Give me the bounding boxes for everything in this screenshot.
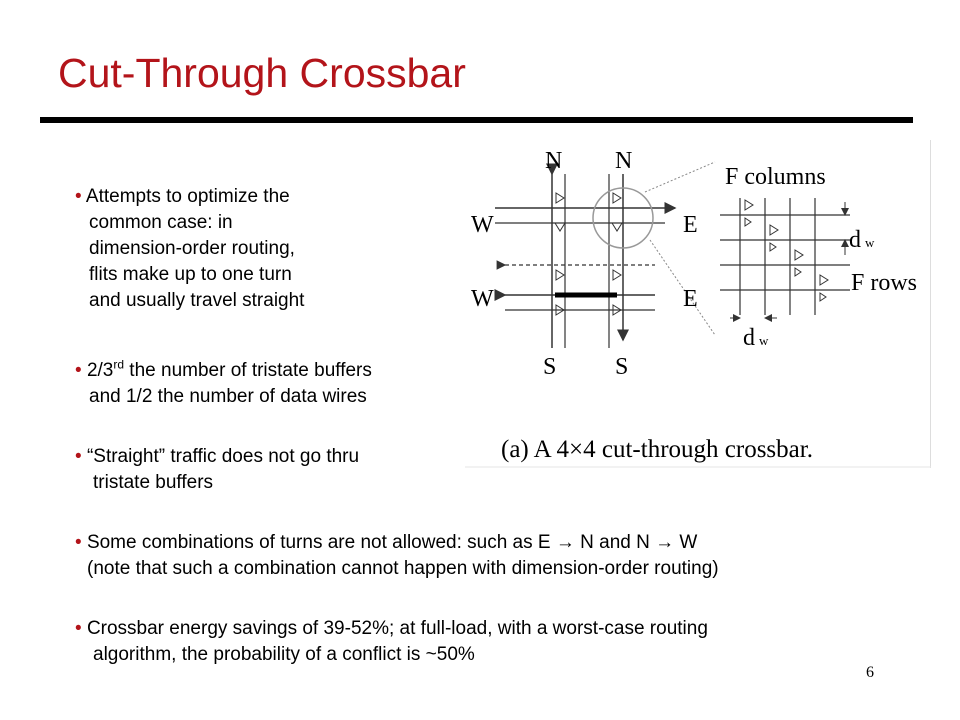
bullet-text: tristate buffers bbox=[93, 472, 214, 493]
w-subscript: w bbox=[865, 235, 875, 250]
bullet-text: W bbox=[674, 532, 698, 553]
bullet-text: the number of tristate buffers bbox=[124, 360, 372, 381]
port-label-e: E bbox=[683, 212, 698, 238]
crossbar-figure bbox=[465, 140, 931, 468]
port-label-n: N bbox=[615, 148, 633, 174]
port-label-n: N bbox=[545, 148, 563, 174]
port-label-e: E bbox=[683, 286, 698, 312]
bullet-text: flits make up to one turn bbox=[89, 264, 292, 285]
dw-label-vertical bbox=[849, 227, 875, 253]
bullet-dot: • bbox=[75, 618, 87, 639]
bullet-optimize bbox=[75, 184, 304, 314]
bullet-text: N and N bbox=[574, 532, 656, 553]
right-arrow-icon: → bbox=[655, 532, 675, 553]
bullet-text: Crossbar energy savings of 39-52%; at full-load, with a worst-case routing bbox=[86, 618, 708, 639]
figure-caption: (a) A 4×4 cut-through crossbar. bbox=[501, 436, 813, 463]
bullet-text: algorithm, the probability of a conflict is ~50% bbox=[93, 644, 475, 665]
bullet-text: dimension-order routing, bbox=[89, 238, 295, 259]
port-label-w: W bbox=[471, 212, 494, 238]
bullet-text: “Straight” traffic does not go thru bbox=[86, 446, 360, 467]
bullet-text: (note that such a combination cannot happen with dimension-order routing) bbox=[87, 558, 719, 579]
bullet-text: 2/3 bbox=[86, 360, 114, 381]
bullet-text: and usually travel straight bbox=[89, 290, 305, 311]
bullet-dot: • bbox=[75, 360, 87, 381]
port-label-s: S bbox=[543, 354, 557, 380]
bullet-dot: • bbox=[75, 186, 86, 207]
title-divider bbox=[40, 117, 913, 123]
port-label-s: S bbox=[615, 354, 629, 380]
f-columns-label: F columns bbox=[725, 164, 826, 190]
w-subscript: w bbox=[759, 333, 769, 348]
bullet-text: Some combinations of turns are not allowed: such as E bbox=[86, 532, 556, 553]
bullet-dot: • bbox=[75, 532, 87, 553]
bullet-tristate-count bbox=[75, 358, 372, 410]
slide-title: Cut-Through Crossbar bbox=[58, 50, 466, 96]
bullet-straight-traffic bbox=[75, 444, 359, 496]
ordinal-superscript: rd bbox=[113, 357, 125, 372]
page-number: 6 bbox=[866, 664, 874, 681]
bullet-turn-restrictions bbox=[75, 530, 719, 582]
bullet-text: Attempts to optimize the bbox=[85, 186, 290, 207]
bullet-energy-savings bbox=[75, 616, 708, 668]
d-symbol: d bbox=[849, 227, 861, 253]
bullet-text: and 1/2 the number of data wires bbox=[89, 386, 367, 407]
dw-label-horizontal bbox=[743, 325, 769, 351]
right-arrow-icon: → bbox=[555, 532, 575, 553]
bullet-dot: • bbox=[75, 446, 87, 467]
detail-grid bbox=[720, 198, 850, 315]
d-symbol: d bbox=[743, 325, 755, 351]
f-rows-label: F rows bbox=[851, 270, 918, 296]
bullet-text: common case: in bbox=[89, 212, 233, 233]
port-label-w: W bbox=[471, 286, 494, 312]
